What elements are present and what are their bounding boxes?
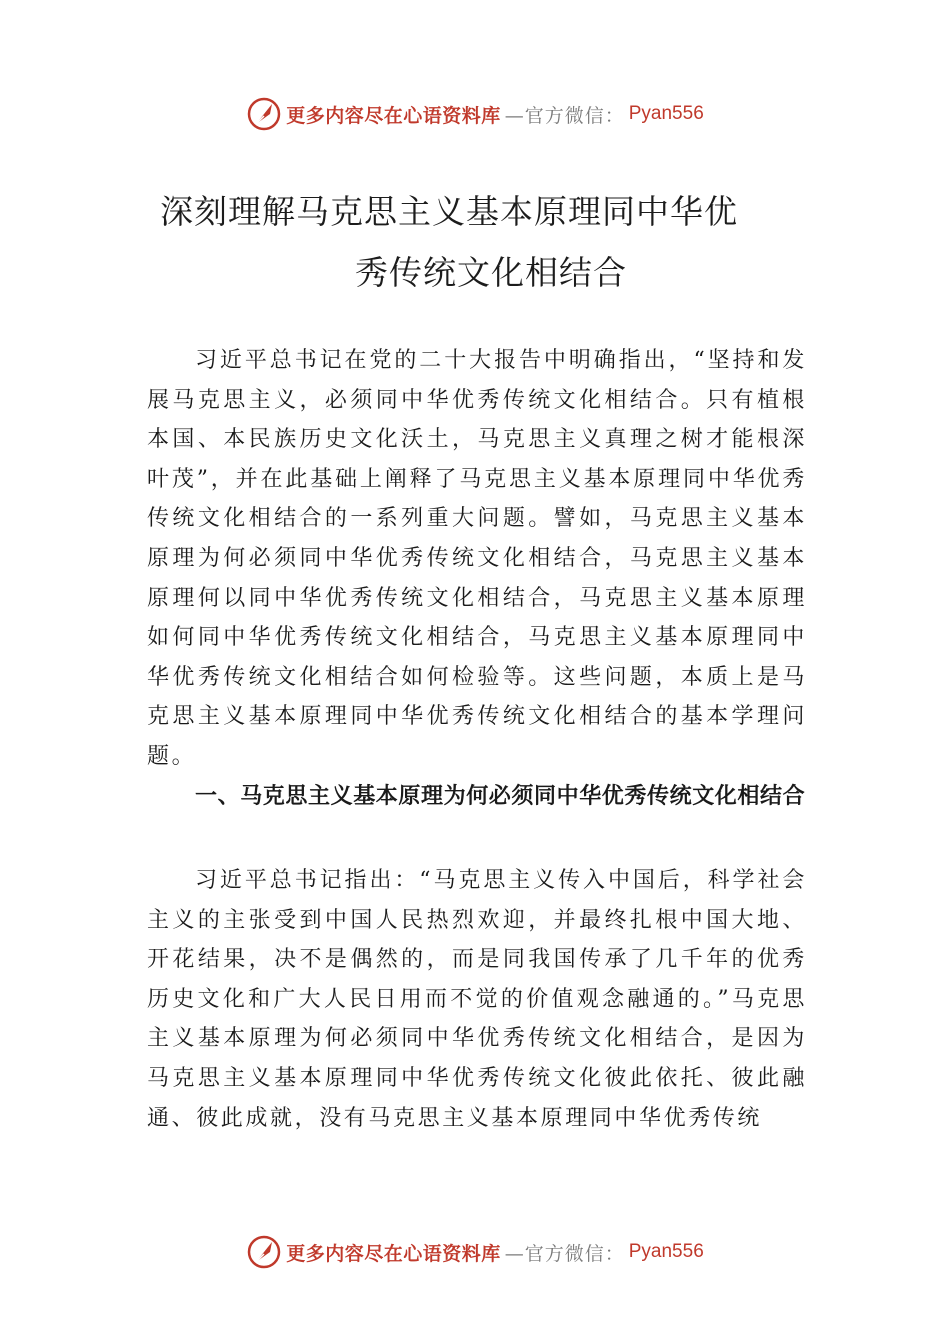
- quill-logo-icon: [246, 1234, 282, 1270]
- watermark-footer: [0, 1232, 950, 1272]
- watermark-wechat-id: Pyan556: [628, 103, 704, 124]
- watermark-header: [0, 94, 950, 134]
- watermark-wechat-id: Pyan556: [628, 1241, 704, 1262]
- section-heading-1: 一、马克思主义基本原理为何必须同中华优秀传统文化相结合: [195, 784, 806, 809]
- paragraph-section-1: 习近平总书记指出：“马克思主义传入中国后，科学社会主义的主张受到中国人民热烈欢迎，并最终扎根中国大地、 开花结果，决不是偶然的，而是同我国传承了几千年的优秀历史文化和广大人民日用而不觉的价值观念融通的。”马克思主义基本原理为何必须同中华优秀传统文化相结合，是因为马克思主义基本原理同中华优秀传统文化彼此依托、彼此融通、彼此成就，没有马克思主义基本原理同中华优秀传统: [147, 868, 807, 1131]
- paragraph-intro: 习近平总书记在党的二十大报告中明确指出，“坚持和发展马克思主义，必须同中华优秀传统文化相结合。只有植根本国、本民族历史文化沃土，马克思主义真理之树才能根深叶茂”，并在此基础上阐释了马克思主义基本原理同中华优秀传统文化相结合的一系列重大问题。譬如，马克思主义基本原理为何必须同中华优秀传统文化相结合，马克思主义基本原理何以同中华优秀传统文化相结合，马克思主义基本原理如何同中华优秀传统文化相结合，马克思主义基本原理同中华优秀传统文化相结合如何检验等。这些问题，本质上是马克思主义基本原理同中华优秀传统文化相结合的基本学理问题。: [147, 348, 807, 769]
- quill-logo-icon: [246, 96, 282, 132]
- watermark-dash: —官方微信：: [504, 1242, 625, 1265]
- watermark-dash: —官方微信：: [504, 104, 625, 127]
- watermark-title: 更多内容尽在心语资料库: [286, 104, 501, 127]
- watermark-title: 更多内容尽在心语资料库: [286, 1242, 501, 1265]
- document-title-line2: 秀传统文化相结合: [355, 253, 627, 292]
- document-title-line1: 深刻理解马克思主义基本原理同中华优: [160, 192, 738, 231]
